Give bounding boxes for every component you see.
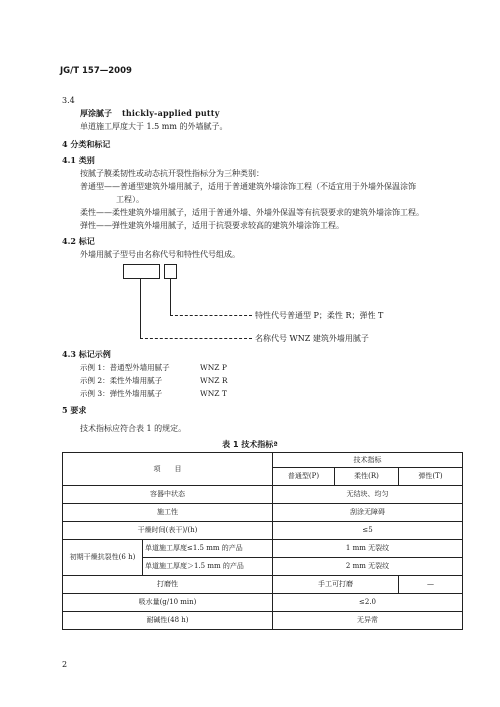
row-label: 施工性 [63, 504, 273, 522]
table-row [63, 504, 463, 522]
row-label: 吸水量(g/10 min) [63, 594, 273, 612]
category-elastic: 弹性——弹性建筑外墙用腻子，适用于抗裂要求较高的建筑外墙涂饰工程。 [80, 221, 344, 230]
table-row [63, 594, 463, 612]
header-col-t: 弹性(T) [399, 468, 463, 486]
row-value-dash: — [399, 576, 463, 594]
row-label: 初期干燥抗裂性(6 h) [63, 540, 143, 576]
row-sublabel: 单道施工厚度＞1.5 mm 的产品 [143, 558, 273, 576]
section-4-2-intro: 外墙用腻子型号由名称代号和特性代号组成。 [80, 250, 240, 259]
section-4-1-intro: 按腻子膜柔韧性或动态抗开裂性指标分为三种类别： [80, 169, 264, 178]
header-col-p: 普通型(P) [273, 468, 335, 486]
row-value: 无结块、均匀 [273, 486, 463, 504]
header-item: 项 目 [63, 453, 273, 486]
row-value: 2 mm 无裂纹 [273, 558, 463, 576]
term-definition: 单道施工厚度大于 1.5 mm 的外墙腻子。 [80, 122, 228, 131]
table-row [63, 522, 463, 540]
row-sublabel: 单道施工厚度≤1.5 mm 的产品 [143, 540, 273, 558]
term-title-zh: 厚涂腻子 [80, 108, 112, 118]
category-common-line2: 工程）。 [116, 195, 144, 204]
section-4-heading: 4 分类和标记 [62, 139, 111, 149]
section-5-intro: 技术指标应符合表 1 的规定。 [80, 424, 187, 433]
term-number: 3.4 [62, 96, 75, 105]
name-code-label: 名称代号 WNZ 建筑外墙用腻子 [255, 334, 369, 343]
name-code-box [123, 264, 160, 279]
row-value: ≤5 [273, 522, 463, 540]
section-4-1-heading: 4.1 类别 [62, 155, 95, 165]
row-label: 干燥时间(表干)/(h) [63, 522, 273, 540]
row-value: ≤2.0 [273, 594, 463, 612]
category-common-line1: 普通型——普通型建筑外墙用腻子，适用于普通建筑外墙涂饰工程（不适宜用于外墙外保温涂饰 [80, 182, 416, 191]
row-label: 耐碱性(48 h) [63, 612, 273, 630]
row-value: 无异常 [273, 612, 463, 630]
table-row [63, 540, 463, 558]
page-number: 2 [62, 660, 68, 669]
example-1-code: WNZ P [200, 363, 227, 372]
standard-code: JG/T 157—2009 [60, 66, 132, 76]
feature-code-leader-horizontal [170, 315, 252, 316]
header-spec: 技术指标 [273, 453, 463, 468]
row-value: 1 mm 无裂纹 [273, 540, 463, 558]
feature-code-leader-vertical [170, 279, 171, 315]
row-label: 打磨性 [63, 576, 273, 594]
category-flexible: 柔性——柔性建筑外墙用腻子，适用于普通外墙、外墙外保温等有抗裂要求的建筑外墙涂饰工程。 [80, 208, 424, 217]
feature-code-label: 特性代号普通型 P；柔性 R；弹性 T [255, 311, 384, 320]
term-title-en: thickly-applied putty [122, 108, 220, 118]
row-value: 手工可打磨 [273, 576, 399, 594]
row-value: 刮涂无障碍 [273, 504, 463, 522]
example-2-text: 示例 2：柔性外墙用腻子 [80, 376, 163, 385]
example-3-text: 示例 3：弹性外墙用腻子 [80, 389, 163, 398]
example-2-code: WNZ R [200, 376, 228, 385]
name-code-leader-horizontal [140, 338, 252, 339]
feature-code-box [164, 264, 177, 279]
table-row [63, 486, 463, 504]
name-code-leader-vertical [140, 279, 141, 338]
header-col-r: 柔性(R) [335, 468, 399, 486]
table-row [63, 612, 463, 630]
example-3-code: WNZ T [200, 389, 227, 398]
spec-table [62, 452, 463, 630]
table-row [63, 576, 463, 594]
table-caption: 表 1 技术指标ª [222, 440, 278, 449]
example-1-text: 示例 1：普通型外墙用腻子 [80, 363, 170, 372]
section-4-3-heading: 4.3 标记示例 [62, 349, 111, 359]
section-5-heading: 5 要求 [62, 405, 87, 415]
row-label: 容器中状态 [63, 486, 273, 504]
section-4-2-heading: 4.2 标记 [62, 236, 95, 246]
table-header-row [63, 453, 463, 468]
